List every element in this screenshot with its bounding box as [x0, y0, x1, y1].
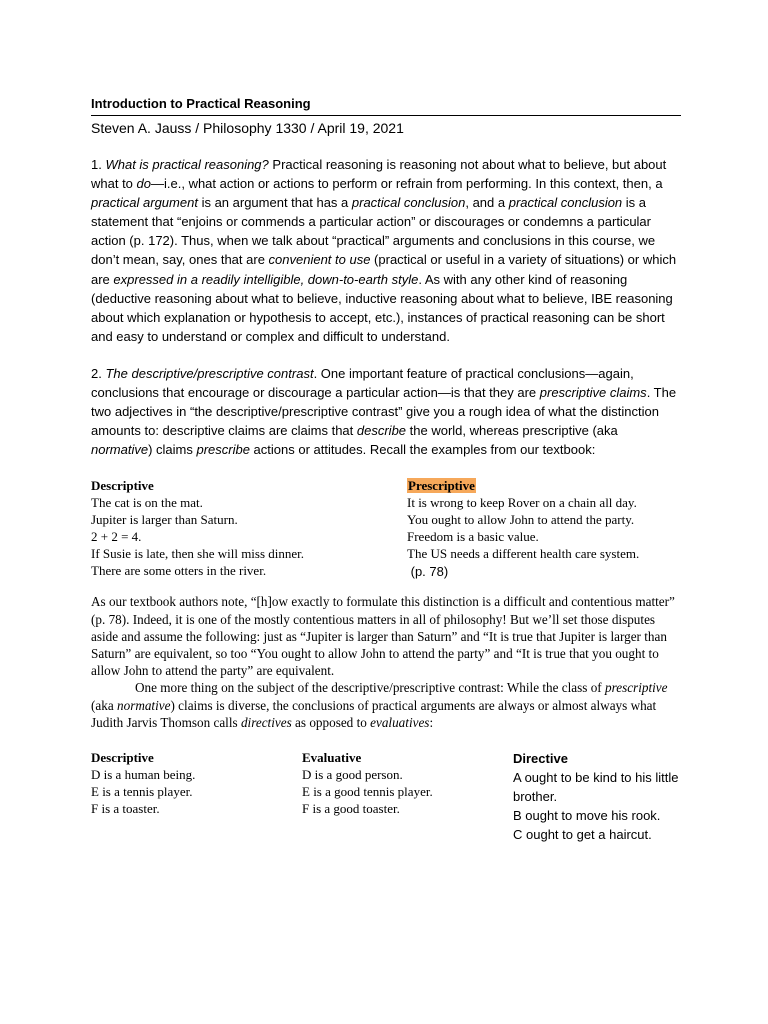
- p4-text: ) claims is diverse, the conclusions of practical arguments are always or almost always what Judith Jarvis Thomson calls: [91, 697, 657, 730]
- p4-em: directives: [240, 714, 292, 730]
- p1-text: is a statement that “enjoins or commends a particular action” or discourages or condemns a particular action (p. 172). Thus, when we talk about “practical” arguments and conclusions in this course, we don’t mean, say, ones that are: [91, 195, 656, 268]
- title-rule: [91, 115, 681, 116]
- paragraph-3: As our textbook authors note, “[h]ow exactly to formulate this distinction is a difficult and contentious matter” (p. 78). Indeed, it is one of the mostly contentious matters in all of philosophy! But we’ll set those disputes aside and assume the following: just as “Jupiter is larger than Saturn” and “It is true that Jupiter is larger than Saturn” are equivalent, so too “You ought to allow John to attend the party” and “It is true that you ought to allow John to attend the party” are equivalent.: [91, 594, 675, 679]
- p1-text: —i.e., what action or actions to perform or refrain from performing. In this context, then, a: [151, 176, 663, 192]
- p1-lead: What is practical reasoning?: [105, 157, 269, 172]
- p2-number: 2.: [91, 365, 106, 381]
- p2-text: . The two adjectives in “the descriptive/prescriptive contrast” give you a rough idea of what the distinction amounts to: descriptive claims are claims that: [91, 385, 677, 439]
- p2-text: the world, whereas prescriptive (aka: [406, 423, 618, 439]
- descriptive-column: [91, 477, 407, 581]
- p4-em: evaluatives: [370, 714, 430, 730]
- evaluative-item: F is a good toaster.: [302, 801, 400, 817]
- p4-text: One more thing on the subject of the descriptive/prescriptive contrast: While the class of: [135, 680, 605, 696]
- p1-number: 1.: [91, 157, 106, 172]
- directive-item: C ought to get a haircut.: [513, 827, 652, 843]
- directive-column: [513, 749, 681, 844]
- prescriptive-header: Prescriptive: [408, 478, 475, 494]
- prescriptive-item: It is wrong to keep Rover on a chain all day.: [407, 495, 637, 511]
- p2-em: prescriptive claims: [539, 385, 647, 401]
- p2-text: . One important feature of practical conclusions—again, conclusions that encourage or discourage a particular action—is that they are: [91, 365, 634, 401]
- prescriptive-column: [407, 477, 681, 581]
- descriptive-header-2: Descriptive: [91, 750, 154, 766]
- byline: Steven A. Jauss / Philosophy 1330 / April 19, 2021: [91, 120, 404, 136]
- prescriptive-item: Freedom is a basic value.: [407, 529, 539, 545]
- p1-text: (practical or useful in a variety of situations) or which are: [91, 252, 677, 287]
- p2-em: normative: [91, 442, 149, 458]
- p2-em: describe: [356, 423, 407, 439]
- directive-header: Directive: [513, 751, 568, 767]
- p2-text: actions or attitudes. Recall the examples from our textbook:: [249, 442, 596, 458]
- descriptive-item: If Susie is late, then she will miss dinner.: [91, 546, 305, 562]
- citation: (p. 78): [407, 564, 449, 580]
- descriptive-evaluative-directive-table: [91, 749, 681, 844]
- p1-em: convenient to use: [268, 252, 371, 268]
- document-page: [91, 96, 681, 844]
- evaluative-header: Evaluative: [302, 750, 362, 766]
- p1-em: practical conclusion: [351, 195, 466, 211]
- descriptive-prescriptive-table: [91, 477, 681, 581]
- descriptive-header: Descriptive: [91, 478, 154, 494]
- p4-em: normative: [117, 697, 171, 713]
- descriptive-item-2: F is a toaster.: [91, 801, 160, 817]
- p4-text: (aka: [91, 697, 117, 713]
- prescriptive-item: You ought to allow John to attend the party.: [407, 512, 635, 528]
- paragraph-1: [91, 155, 681, 346]
- p1-em: practical conclusion: [508, 195, 623, 211]
- descriptive-item: The cat is on the mat.: [91, 495, 203, 511]
- directive-item: B ought to move his rook.: [513, 808, 661, 824]
- descriptive-item-2: E is a tennis player.: [91, 784, 193, 800]
- descriptive-item-2: D is a human being.: [91, 767, 196, 783]
- p1-text: . As with any other kind of reasoning (deductive reasoning about what to believe, inductive reasoning about what to believe, IBE reasoning about which explanation or hypothesis to accept, etc.), instances of practical reasoning can be short and easy to understand or complex and difficult to understand.: [91, 271, 673, 344]
- p2-lead: The descriptive/prescriptive contrast: [105, 365, 314, 381]
- p4-text: :: [429, 714, 434, 730]
- p1-text: is an argument that has a: [197, 195, 352, 211]
- p1-em: expressed in a readily intelligible, down-to-earth style: [113, 271, 419, 287]
- descriptive-column-2: [91, 749, 302, 844]
- p1-text: , and a: [465, 195, 509, 211]
- p4-text: as opposed to: [291, 714, 371, 730]
- p2-em: prescribe: [196, 442, 250, 458]
- p1-text: Practical reasoning is reasoning not about what to believe, but about what to: [91, 157, 667, 192]
- p1-em: practical argument: [91, 195, 198, 211]
- p2-text: ) claims: [148, 442, 197, 458]
- directive-item: A ought to be kind to his little brother.: [513, 770, 679, 805]
- descriptive-item: There are some otters in the river.: [91, 563, 267, 579]
- paragraph-4: [91, 679, 681, 731]
- prescriptive-header-wrap: [407, 477, 681, 494]
- document-title: Introduction to Practical Reasoning: [91, 96, 311, 111]
- evaluative-column: [302, 749, 513, 844]
- paragraph-2: [91, 364, 681, 459]
- p4-em: prescriptive: [604, 680, 668, 696]
- descriptive-item: Jupiter is larger than Saturn.: [91, 512, 238, 528]
- evaluative-item: D is a good person.: [302, 767, 403, 783]
- descriptive-item: 2 + 2 = 4.: [91, 529, 142, 545]
- prescriptive-item: The US needs a different health care system.: [407, 546, 640, 562]
- evaluative-item: E is a good tennis player.: [302, 784, 433, 800]
- p1-em: do: [136, 176, 151, 192]
